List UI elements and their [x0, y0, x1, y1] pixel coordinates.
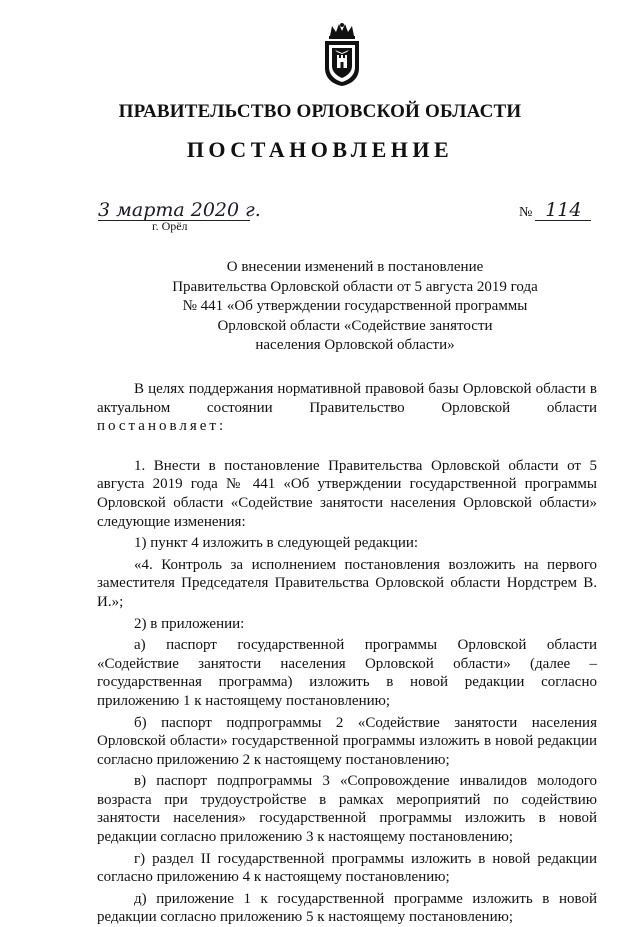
- clause-1-2: 2) в приложении:: [134, 615, 245, 632]
- number-label: №: [519, 205, 533, 220]
- clause-1-1-quote: «4. Контроль за исполнением постановления возложить на первого заместителя Председателя Правительства Орловской области Нордстрем В. И.»;: [97, 556, 597, 610]
- clause-1-2-a: а) паспорт государственной программы Орловской области «Содействие занятости населения Орловской области» (далее – государственная программа) изложить в новой редакции согласно приложению 1 к настоящему постановлению;: [97, 637, 597, 709]
- preamble-verb: постановляет:: [97, 418, 227, 435]
- clause-1-2-v: в) паспорт подпрограммы 3 «Сопровождение инвалидов молодого возраста при трудоустройстве в рамках мероприятий по содействию занятости населения» государственной программы изложить в новой редакции согласно приложению 3 к настоящему постановлению;: [97, 773, 597, 846]
- clause-1-2-b: б) паспорт подпрограммы 2 «Содействие занятости населения Орловской области» государственной программы изложить в новой редакции согласно приложению 2 к настоящему постановлению;: [97, 714, 597, 768]
- title-line: О внесении изменений в постановление: [226, 259, 484, 275]
- clause-1-1: 1) пункт 4 изложить в следующей редакции:: [134, 535, 419, 552]
- preamble-text: В целях поддержания нормативной правовой базы Орловской области в актуальном состоянии Правительство Орловской области: [97, 381, 597, 416]
- document-number: 114: [535, 200, 591, 221]
- title-line: № 441 «Об утверждении государственной программы: [182, 298, 528, 315]
- document-date: 3 марта 2020 г.: [98, 199, 261, 221]
- clause-1-2-d: д) приложение 1 к государственной программе изложить в новой редакции согласно приложению 5 к настоящему постановлению;: [97, 890, 597, 926]
- document-type: ПОСТАНОВЛЕНИЕ: [186, 137, 454, 162]
- document-title: [0, 258, 640, 356]
- document-city: г. Орёл: [152, 219, 188, 233]
- clause-1-2-g: г) раздел II государственной программы изложить в новой редакции согласно приложению 4 к настоящему постановлению;: [97, 850, 597, 886]
- title-line: населения Орловской области»: [255, 337, 455, 354]
- document-body: [97, 380, 597, 927]
- org-name: ПРАВИТЕЛЬСТВО ОРЛОВСКОЙ ОБЛАСТИ: [118, 101, 522, 122]
- title-line: Правительства Орловской области от 5 августа 2019 года: [172, 278, 538, 295]
- document-number-field: [519, 200, 591, 220]
- clause-1: 1. Внести в постановление Правительства Орловской области от 5 августа 2019 года № 441 «Об утверждении государственной программы Орловской области «Содействие занятости населения Орловской области» следующие изменения:: [97, 457, 597, 530]
- title-line: Орловской области «Содействие занятости: [217, 317, 493, 334]
- oryol-oblast-coat-of-arms-icon: [322, 22, 362, 88]
- preamble-paragraph: [97, 380, 597, 436]
